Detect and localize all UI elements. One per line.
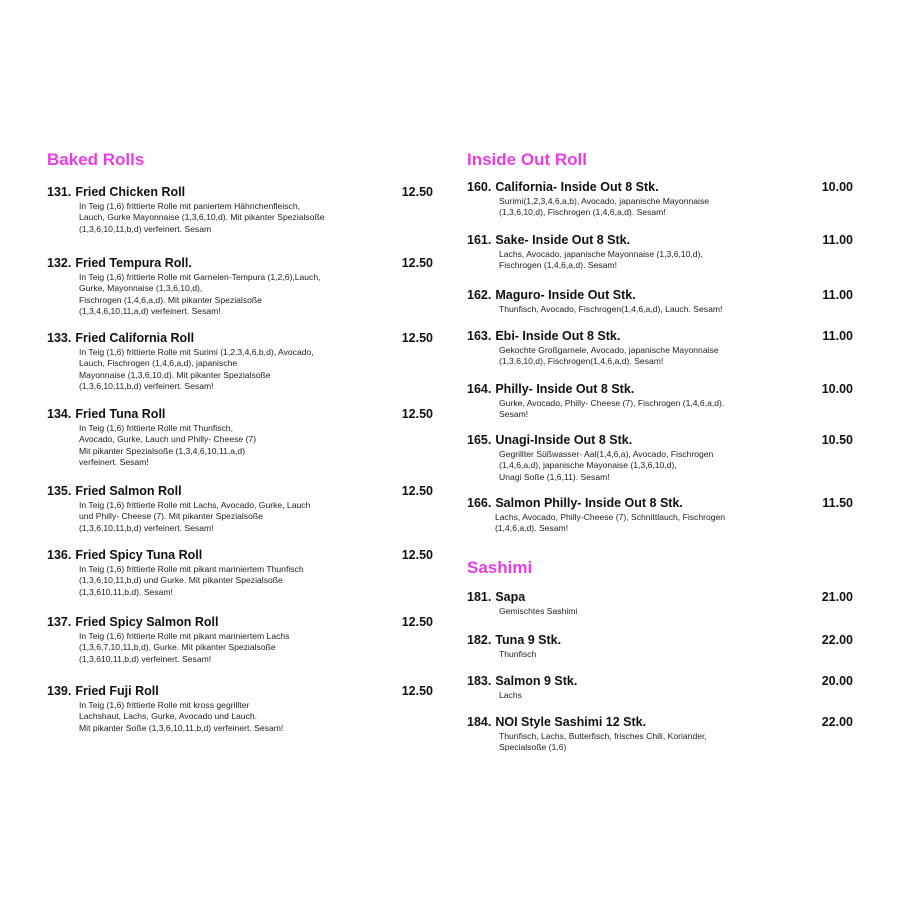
item-price: 12.50 [401, 548, 433, 562]
item-name: Tuna 9 Stk. [495, 633, 562, 647]
menu-item [467, 180, 857, 219]
menu-item [47, 407, 437, 469]
section-title-sashimi: Sashimi [467, 558, 533, 577]
item-number: 162. [467, 288, 492, 302]
item-name: Fried Spicy Tuna Roll [75, 548, 203, 562]
item-number: 166. [467, 496, 492, 510]
item-number: 131. [47, 185, 72, 199]
item-name: Fried Tempura Roll. [75, 256, 192, 270]
item-price: 12.50 [401, 684, 433, 698]
item-description: In Teig (1,6) frittierte Rolle mit paniertem Hähnchenfleisch, Lauch, Gurke Mayonnaise (1,3,6,10,d). Mit pikanter Spezialsoße (1,3,6,10,11,b,d) verfeinert. Sesam [79, 201, 325, 234]
item-price: 11.00 [822, 288, 853, 302]
item-name: Ebi- Inside Out 8 Stk. [495, 329, 621, 343]
item-name: Sake- Inside Out 8 Stk. [495, 233, 631, 247]
menu-item [47, 331, 437, 393]
menu-item [47, 256, 437, 318]
item-price: 12.50 [401, 484, 433, 498]
menu-item [467, 674, 857, 701]
item-description: In Teig (1,6) frittierte Rolle mit Garnelen-Tempura (1,2,6),Lauch, Gurke, Mayonnaise (1,3,6,10,d), Fischrogen (1,4,6,a,d). Mit pikanter Spezialsoße (1,3,4,6,10,11,a,d) verfeinert. Sesam! [79, 272, 321, 317]
item-price: 12.50 [401, 331, 433, 345]
item-number: 136. [47, 548, 72, 562]
item-description: Lachs, Avocado, Philly-Cheese (7), Schnittlauch, Fischrogen (1,4,6,a,d). Sesam! [495, 512, 726, 534]
item-name: Fried Fuji Roll [75, 684, 159, 698]
item-price: 12.50 [401, 185, 433, 199]
item-name: Salmon 9 Stk. [495, 674, 578, 688]
item-name: Maguro- Inside Out Stk. [495, 288, 636, 302]
item-number: 134. [47, 407, 72, 421]
menu-item [467, 590, 857, 617]
menu-item [467, 496, 857, 535]
item-description: Thunfisch, Lachs, Butterfisch, frisches Chili, Koriander, Specialsoße (1,6) [499, 731, 707, 753]
menu-item [47, 484, 437, 534]
item-price: 10.00 [821, 382, 853, 396]
item-description: Lachs, Avocado, japanische Mayonnaise (1,3,6,10,d), Fischrogen (1,4,6,a,d). Sesam! [499, 249, 703, 271]
menu-item [47, 185, 437, 235]
item-description: In Teig (1,6) frittierte Rolle mit pikant mariniertem Lachs (1,3,6,7,10,11,b,d), Gurke. Mit pikanter Spezialsoße (1,3,610,11,b,d) verfeinert. Sesam! [79, 631, 290, 664]
item-description: Lachs [499, 690, 522, 700]
section-title-baked-rolls: Baked Rolls [47, 150, 145, 169]
item-price: 20.00 [821, 674, 853, 688]
item-name: Fried Salmon Roll [75, 484, 182, 498]
item-number: 184. [467, 715, 492, 729]
item-price: 21.00 [821, 590, 853, 604]
item-number: 139. [47, 684, 72, 698]
item-price: 11.50 [822, 496, 853, 510]
section-title-inside-out: Inside Out Roll [467, 150, 587, 169]
item-price: 12.50 [401, 615, 433, 629]
menu-item [467, 288, 857, 315]
item-name: Sapa [495, 590, 526, 604]
item-name: NOI Style Sashimi 12 Stk. [495, 715, 647, 729]
item-number: 165. [467, 433, 492, 447]
menu-item [467, 329, 857, 368]
item-description: Thunfisch, Avocado, Fischrogen(1,4,6,a,d), Lauch. Sesam! [499, 304, 723, 314]
item-number: 137. [47, 615, 72, 629]
item-description: In Teig (1,6) frittierte Rolle mit kross gegrillter Lachshaut, Lachs, Gurke, Avocado und Lauch. Mit pikanter Soße (1,3,6,10,11,b,d) verfeinert. Sesam! [79, 700, 284, 733]
menu-item [47, 615, 437, 665]
item-description: Gemischtes Sashimi [499, 606, 578, 616]
item-name: Fried California Roll [75, 331, 195, 345]
item-number: 133. [47, 331, 72, 345]
item-description: Gegrillter Süßwasser- Aal(1,4,6,a), Avocado, Fischrogen (1,4,6,a,d), japanische Mayonaise (1,3,6,10,d), Unagi Soße (1,6,11). Sesam! [499, 449, 714, 482]
menu-item [467, 233, 857, 272]
item-price: 10.50 [821, 433, 853, 447]
item-name: Fried Chicken Roll [75, 185, 186, 199]
item-number: 183. [467, 674, 492, 688]
menu-item [467, 715, 857, 754]
item-description: In Teig (1,6) frittierte Rolle mit Lachs, Avocado, Gurke, Lauch und Philly- Cheese (7). Mit pikanter Spezialsoße (1,3,6,10,11,b,d) verfeinert. Sesam! [79, 500, 311, 533]
item-price: 11.00 [822, 233, 853, 247]
item-price: 22.00 [821, 715, 853, 729]
menu-item [47, 684, 437, 734]
item-description: In Teig (1,6) frittierte Rolle mit pikant mariniertem Thunfisch (1,3,6,10,11,b,d) und Gurke. Mit pikanter Spezialsoße (1,3,610,11,b,d). Sesam! [79, 564, 304, 597]
item-number: 161. [467, 233, 492, 247]
item-name: California- Inside Out 8 Stk. [495, 180, 659, 194]
item-price: 22.00 [821, 633, 853, 647]
item-name: Fried Spicy Salmon Roll [75, 615, 219, 629]
item-name: Philly- Inside Out 8 Stk. [495, 382, 635, 396]
item-price: 11.00 [822, 329, 853, 343]
item-name: Salmon Philly- Inside Out 8 Stk. [495, 496, 683, 510]
item-number: 160. [467, 180, 492, 194]
item-price: 12.50 [401, 256, 433, 270]
menu-item [47, 548, 437, 598]
item-description: Gekochte Großgarnele, Avocado, japanische Mayonnaise (1,3,6,10,d), Fischrogen(1,4,6,a,d). Sesam! [499, 345, 719, 367]
item-description: In Teig (1,6) frittierte Rolle mit Surimi (1,2,3,4,6,b,d), Avocado, Lauch, Fischrogen (1,4,6,a,d), japanische Mayonnaise (1,3,6,10,d). Mit pikanter Spezialsoße (1,3,6,10,11,b,d) verfeinert. Sesam! [79, 347, 314, 392]
menu-item [467, 382, 857, 421]
item-description: In Teig (1,6) frittierte Rolle mit Thunfisch, Avocado, Gurke, Lauch und Philly- Cheese (7) Mit pikanter Spezialsoße (1,3,4,6,10,11,a,d) verfeinert. Sesam! [79, 423, 257, 468]
item-description: Gurke, Avocado, Philly- Cheese (7), Fischrogen (1,4,6,a,d). Sesam! [499, 398, 725, 420]
item-description: Thunfisch [499, 649, 537, 659]
item-number: 181. [467, 590, 492, 604]
item-number: 163. [467, 329, 492, 343]
item-number: 132. [47, 256, 72, 270]
item-price: 12.50 [401, 407, 433, 421]
item-description: Surimi(1,2,3,4,6,a,b), Avocado, japanische Mayonnaise (1,3,6,10,d), Fischrogen (1,4,6,a,d). Sesam! [499, 196, 710, 218]
item-number: 164. [467, 382, 492, 396]
item-name: Fried Tuna Roll [75, 407, 166, 421]
menu-item [467, 633, 857, 660]
menu-item [467, 433, 857, 483]
item-number: 135. [47, 484, 72, 498]
item-price: 10.00 [821, 180, 853, 194]
item-number: 182. [467, 633, 492, 647]
item-name: Unagi-Inside Out 8 Stk. [495, 433, 633, 447]
